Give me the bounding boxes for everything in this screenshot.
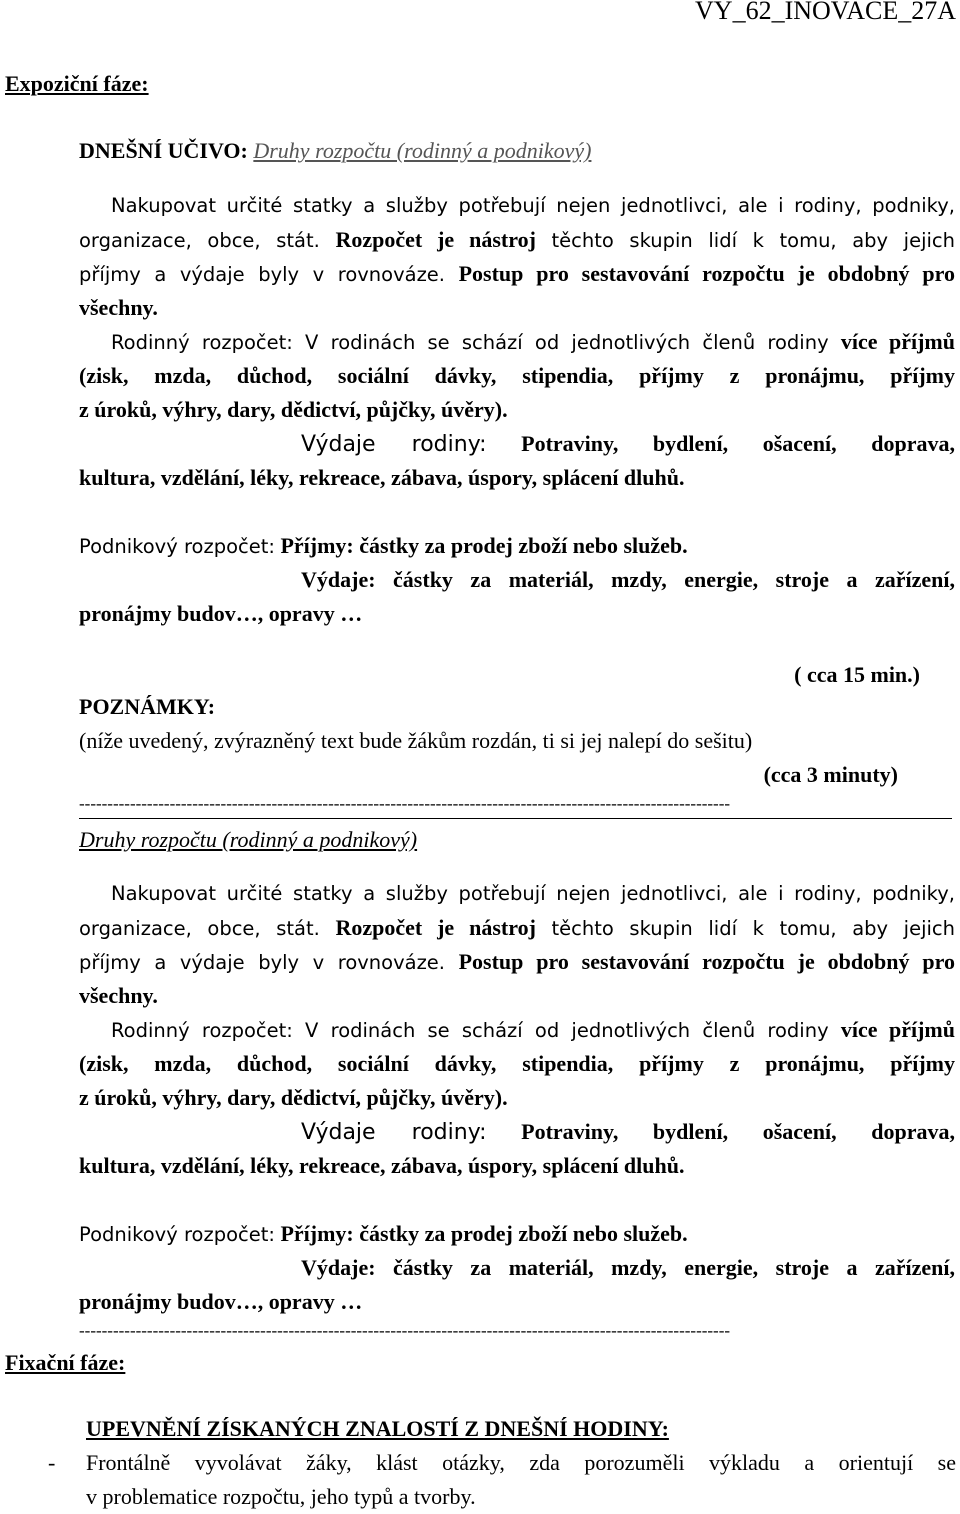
handout-title: Druhy rozpočtu (rodinný a podnikový) <box>79 827 418 852</box>
today-topic-title: Druhy rozpočtu (rodinný a podnikový) <box>253 138 592 163</box>
bullet-line1: Frontálně vyvolávat žáky, klást otázky, zda porozuměli výkladu a orientují se <box>86 1450 956 1475</box>
family-line4: Výdaje rodiny: Potraviny, bydlení, ošacení, doprava, <box>301 431 955 457</box>
notes-text: (níže uvedený, zvýrazněný text bude žákům rozdán, ti si jej nalepí do sešitu) <box>79 728 753 753</box>
separator-rule <box>79 818 952 819</box>
family-line1: Rodinný rozpočet: V rodinách se schází od jednotlivých členů rodiny více příjmů <box>111 329 955 354</box>
todays-topic <box>79 134 955 168</box>
h-p1-line3: příjmy a výdaje byly v rovnováze. Postup pro sestavování rozpočtu je obdobný pro <box>79 949 955 974</box>
p1-line4: všechny. <box>79 295 158 320</box>
business-line3: pronájmy budov…, opravy … <box>79 601 363 626</box>
bullet-dash: - <box>48 1450 56 1475</box>
today-label: DNEŠNÍ UČIVO: <box>79 138 248 163</box>
h-business-line2: Výdaje: částky za materiál, mzdy, energie, stroje a zařízení, <box>301 1255 955 1280</box>
business-line2: Výdaje: částky za materiál, mzdy, energie, stroje a zařízení, <box>301 567 955 592</box>
h-family-line3: z úroků, výhry, dary, dědictví, půjčky, úvěry). <box>79 1085 508 1110</box>
h-business-line3: pronájmy budov…, opravy … <box>79 1289 363 1314</box>
fixation-phase-heading: Fixační fáze: <box>5 1350 126 1375</box>
h-family-line4: Výdaje rodiny: Potraviny, bydlení, ošacení, doprava, <box>301 1119 955 1145</box>
exposition-phase-heading: Expoziční fáze: <box>5 71 149 96</box>
time-estimate-15: ( cca 15 min.) <box>794 662 920 687</box>
h-p1-line1: Nakupovat určité statky a služby potřebují nejen jednotlivci, ale i rodiny, podniky, <box>111 882 955 905</box>
p1-line2: organizace, obce, stát. Rozpočet je nástroj těchto skupin lidí k tomu, aby jejich <box>79 227 955 252</box>
p1-line3: příjmy a výdaje byly v rovnováze. Postup pro sestavování rozpočtu je obdobný pro <box>79 261 955 286</box>
bullet-line2: v problematice rozpočtu, jeho typů a tvorby. <box>86 1484 476 1509</box>
family-line2: (zisk, mzda, důchod, sociální dávky, stipendia, příjmy z pronájmu, příjmy <box>79 363 955 388</box>
h-p1-line4: všechny. <box>79 983 158 1008</box>
family-line3: z úroků, výhry, dary, dědictví, půjčky, úvěry). <box>79 397 508 422</box>
p1-line1: Nakupovat určité statky a služby potřebují nejen jednotlivci, ale i rodiny, podniky, <box>111 194 955 217</box>
business-line1: Podnikový rozpočet: Příjmy: částky za prodej zboží nebo služeb. <box>79 533 688 558</box>
consolidation-heading: UPEVNĚNÍ ZÍSKANÝCH ZNALOSTÍ Z DNEŠNÍ HODINY: <box>86 1416 669 1441</box>
separator-dashes-2: ------------------------------------------------------------------------------------------------------------------- <box>79 1321 731 1340</box>
h-family-line1: Rodinný rozpočet: V rodinách se schází od jednotlivých členů rodiny více příjmů <box>111 1017 955 1042</box>
h-family-line5: kultura, vzdělání, léky, rekreace, zábava, úspory, splácení dluhů. <box>79 1153 685 1178</box>
document-code: VY_62_INOVACE_27A <box>695 0 956 25</box>
exposition-text <box>79 189 955 631</box>
family-line5: kultura, vzdělání, léky, rekreace, zábava, úspory, splácení dluhů. <box>79 465 685 490</box>
separator-dashes-1: ------------------------------------------------------------------------------------------------------------------- <box>79 794 731 813</box>
bullet-item <box>86 1446 956 1514</box>
h-family-line2: (zisk, mzda, důchod, sociální dávky, stipendia, příjmy z pronájmu, příjmy <box>79 1051 955 1076</box>
notes-heading: POZNÁMKY: <box>79 694 216 719</box>
h-business-line1: Podnikový rozpočet: Příjmy: částky za prodej zboží nebo služeb. <box>79 1221 688 1246</box>
time-estimate-3: (cca 3 minuty) <box>763 762 898 787</box>
h-p1-line2: organizace, obce, stát. Rozpočet je nástroj těchto skupin lidí k tomu, aby jejich <box>79 915 955 940</box>
handout-text <box>79 877 955 1319</box>
